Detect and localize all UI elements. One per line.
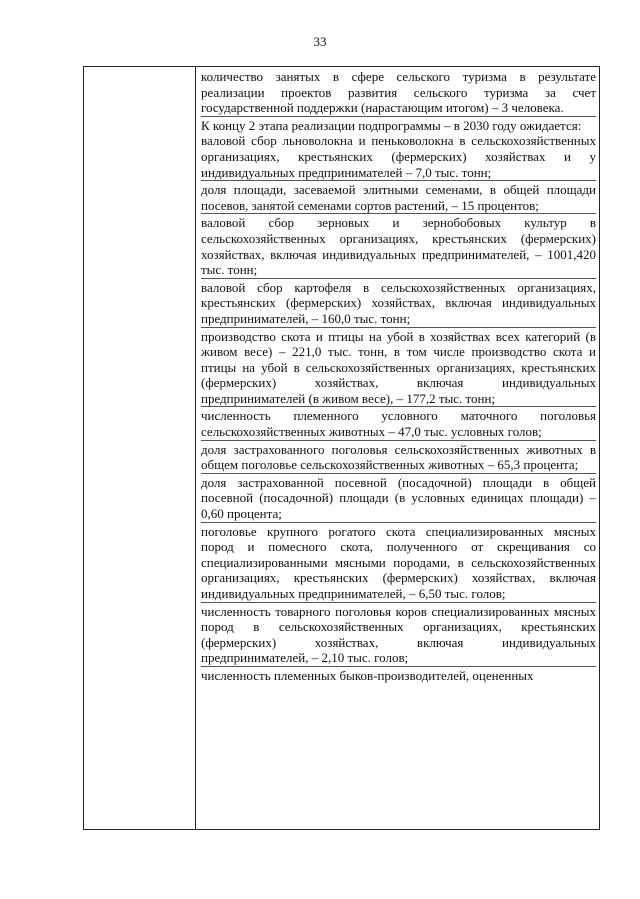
list-item: численность племенного условного маточного поголовья сельскохозяйственных животных – 47,0 тыс. условных голов; [201, 408, 596, 440]
page-number: 33 [313, 34, 327, 49]
document-table [83, 66, 600, 830]
list-item: производство скота и птицы на убой в хозяйствах всех категорий (в живом весе) – 221,0 тыс. тонн, в том числе производство скота и птицы на убой в сельскохозяйственных организациях, крестьянских (фермерских) хозяйствах, включая индивидуальных предпринимателей (в живом весе), – 177,2 тыс. тонн; [201, 328, 596, 406]
section-text: К концу 2 этапа реализации подпрограммы – в 2030 году ожидается: [201, 117, 582, 133]
list-item: поголовье крупного рогатого скота специализированных мясных пород и помесного скота, полученного от скрещивания со специализированными мясными породами, в сельскохозяйственных организациях, крестьянских (фермерских) хозяйствах, включая индивидуальных предпринимателей, – 6,50 тыс. голов; [201, 523, 596, 601]
paragraph-list [201, 69, 596, 685]
list-item: доля застрахованного поголовья сельскохозяйственных животных в общем поголовье сельскохозяйственных животных – 65,3 процента; [201, 441, 596, 473]
list-item: валовой сбор картофеля в сельскохозяйственных организациях, крестьянских (фермерских) хозяйствах, включая индивидуальных предпринимателей, – 160,0 тыс. тонн; [201, 279, 596, 326]
list-item: количество занятых в сфере сельского туризма в результате реализации проектов развития сельского туризма за счет государственной поддержки (нарастающим итогом) – 3 человека. [201, 69, 596, 116]
list-item: доля застрахованной посевной (посадочной) площади в общей посевной (посадочной) площади (в условных единицах площади) – 0,60 процента; [201, 474, 596, 522]
list-item: численность товарного поголовья коров специализированных мясных пород в сельскохозяйственных организациях, крестьянских (фермерских) хозяйствах, включая индивидуальных предпринимателей, – 2,10 тыс. голов; [201, 603, 596, 666]
list-item: численность племенных быков-производителей, оцененных [201, 667, 534, 683]
list-item: доля площади, засеваемой элитными семенами, в общей площади посевов, занятой семенами сортов растений, – 15 процентов; [201, 182, 596, 213]
list-item: валовой сбор льноволокна и пеньковолокна в сельскохозяйственных организациях, крестьянских (фермерских) хозяйствах и у индивидуальных предпринимателей – 7,0 тыс. тонн; [201, 133, 596, 180]
table-left-column [84, 67, 196, 829]
table-right-column [196, 67, 599, 829]
list-item: валовой сбор зерновых и зернобобовых культур в сельскохозяйственных организациях, крестьянских (фермерских) хозяйствах, включая индивидуальных предпринимателей, – 1001,420 тыс. тонн; [201, 215, 596, 278]
